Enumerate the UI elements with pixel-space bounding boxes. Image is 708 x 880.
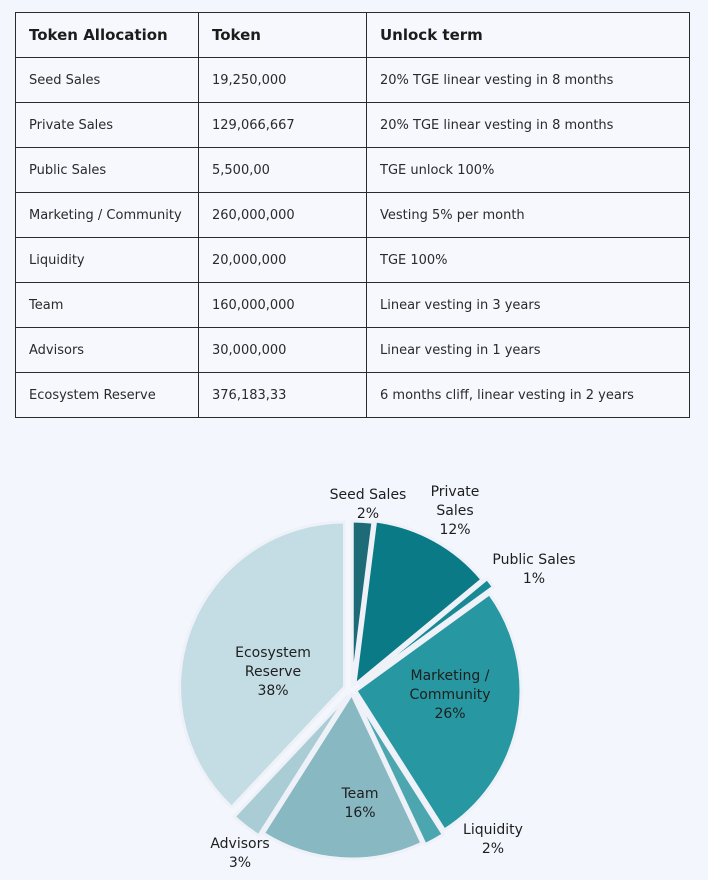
unlock-term-cell: Linear vesting in 1 years bbox=[367, 328, 690, 373]
column-header-allocation: Token Allocation bbox=[16, 13, 199, 58]
pie-label-seed-sales: Seed Sales 2% bbox=[329, 487, 407, 522]
allocation-cell: Marketing / Community bbox=[16, 193, 199, 238]
pie-label-advisors: Advisors 3% bbox=[210, 836, 270, 871]
table-row bbox=[16, 328, 690, 373]
token-cell: 260,000,000 bbox=[199, 193, 367, 238]
token-cell: 19,250,000 bbox=[199, 58, 367, 103]
table-row bbox=[16, 193, 690, 238]
unlock-term-cell: Vesting 5% per month bbox=[367, 193, 690, 238]
unlock-term-cell: 20% TGE linear vesting in 8 months bbox=[367, 58, 690, 103]
pie-label-team: Team 16% bbox=[341, 786, 379, 821]
allocation-cell: Seed Sales bbox=[16, 58, 199, 103]
unlock-term-cell: 6 months cliff, linear vesting in 2 years bbox=[367, 373, 690, 418]
table-row bbox=[16, 103, 690, 148]
table-row bbox=[16, 58, 690, 103]
table-row bbox=[16, 148, 690, 193]
table-row bbox=[16, 238, 690, 283]
token-cell: 376,183,33 bbox=[199, 373, 367, 418]
pie-label-ecosystem-reserve: Ecosystem Reserve 38% bbox=[235, 645, 311, 699]
allocation-cell: Private Sales bbox=[16, 103, 199, 148]
table-row bbox=[16, 373, 690, 418]
unlock-term-cell: TGE 100% bbox=[367, 238, 690, 283]
column-header-token: Token bbox=[199, 13, 367, 58]
pie-label-marketing-community: Marketing / Community 26% bbox=[409, 668, 491, 722]
token-cell: 160,000,000 bbox=[199, 283, 367, 328]
table-row bbox=[16, 283, 690, 328]
token-allocation-pie-chart bbox=[0, 430, 708, 880]
token-cell: 5,500,00 bbox=[199, 148, 367, 193]
token-cell: 129,066,667 bbox=[199, 103, 367, 148]
unlock-term-cell: 20% TGE linear vesting in 8 months bbox=[367, 103, 690, 148]
allocation-cell: Advisors bbox=[16, 328, 199, 373]
allocation-cell: Team bbox=[16, 283, 199, 328]
token-allocation-table bbox=[15, 12, 690, 418]
token-cell: 20,000,000 bbox=[199, 238, 367, 283]
allocation-cell: Public Sales bbox=[16, 148, 199, 193]
pie-label-public-sales: Public Sales 1% bbox=[492, 552, 576, 587]
allocation-cell: Liquidity bbox=[16, 238, 199, 283]
table-header-row bbox=[16, 13, 690, 58]
pie-label-liquidity: Liquidity 2% bbox=[463, 822, 523, 857]
unlock-term-cell: Linear vesting in 3 years bbox=[367, 283, 690, 328]
allocation-cell: Ecosystem Reserve bbox=[16, 373, 199, 418]
pie-label-private-sales: Private Sales 12% bbox=[430, 484, 480, 538]
column-header-unlock-term: Unlock term bbox=[367, 13, 690, 58]
token-cell: 30,000,000 bbox=[199, 328, 367, 373]
unlock-term-cell: TGE unlock 100% bbox=[367, 148, 690, 193]
